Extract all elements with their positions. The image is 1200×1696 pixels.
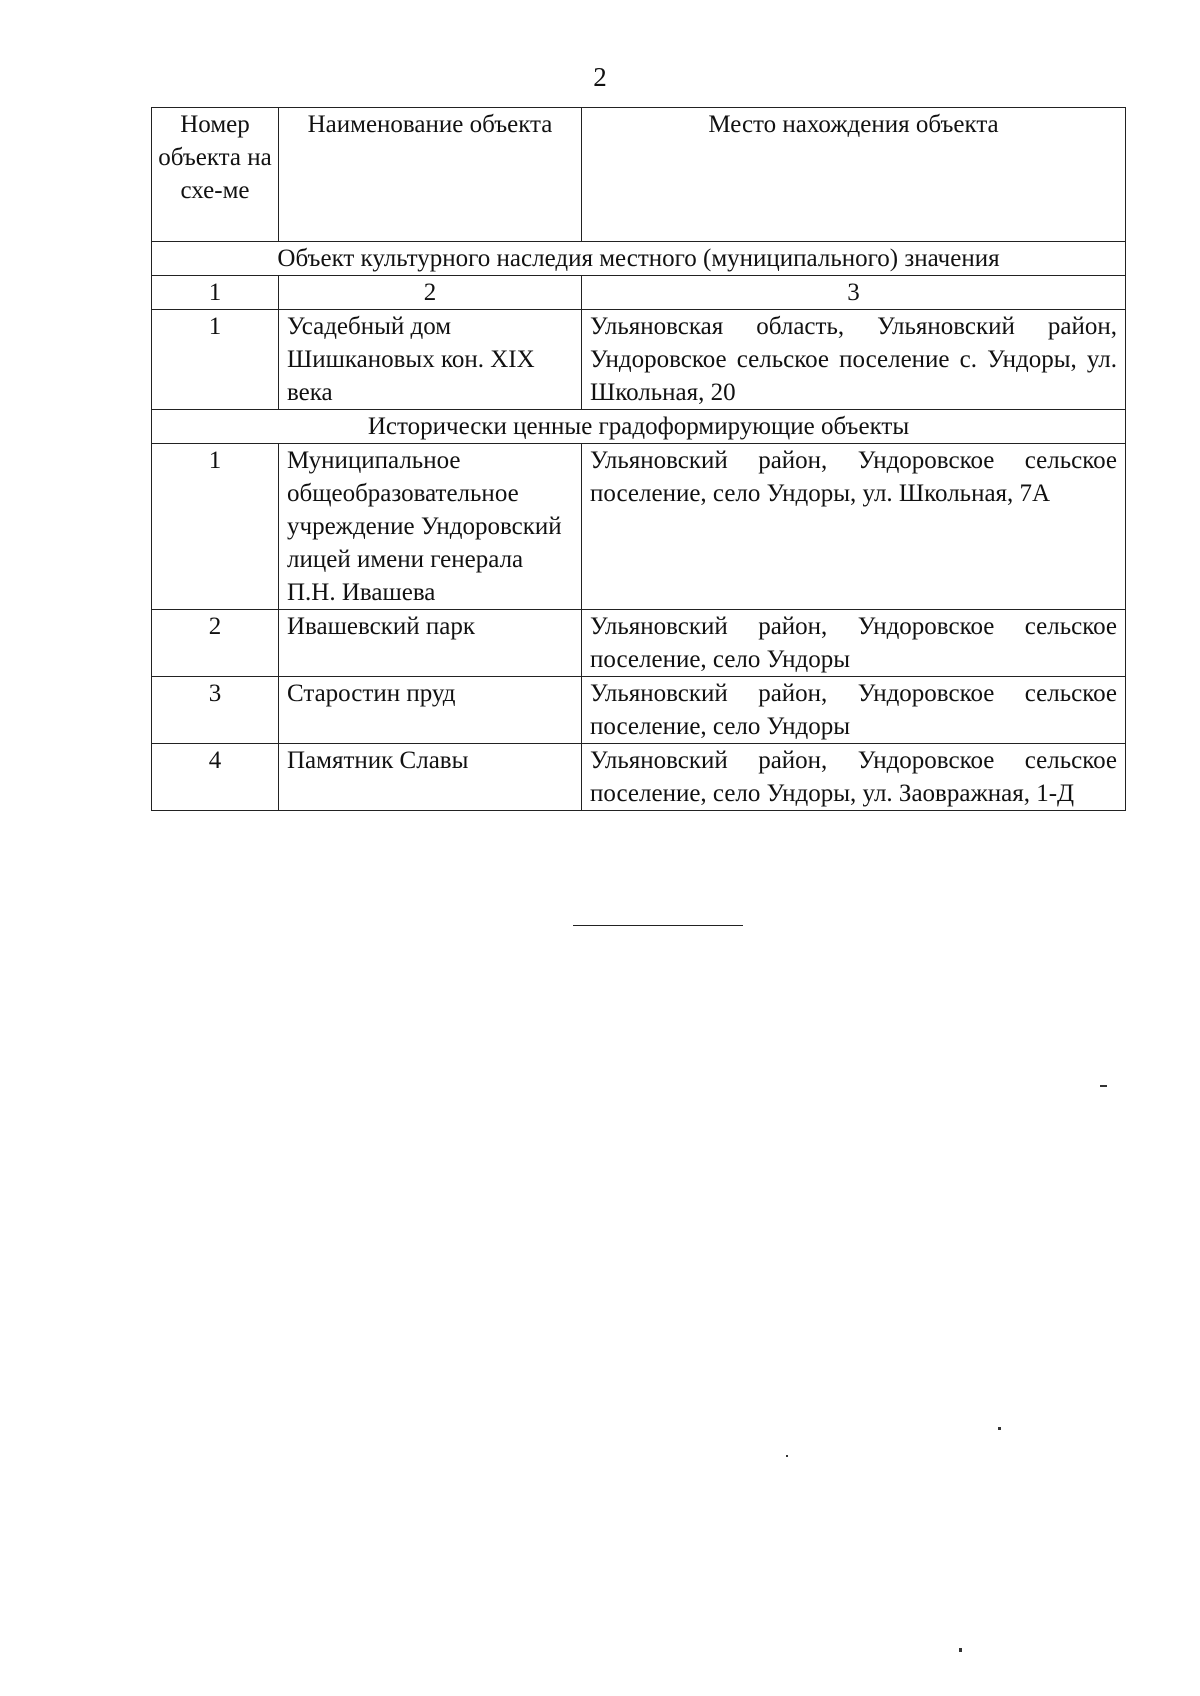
column-number-1: 1 (152, 276, 279, 310)
section-title-row (152, 410, 1126, 444)
closing-separator-line (573, 925, 743, 926)
column-number-3: 3 (582, 276, 1126, 310)
section-title-historic-objects: Исторически ценные градоформирующие объекты (152, 410, 1126, 444)
header-object-number: Номер объекта на схе-ме (152, 108, 279, 242)
row-number: 4 (152, 744, 279, 811)
row-number: 1 (152, 310, 279, 410)
header-object-name: Наименование объекта (279, 108, 582, 242)
table-row (152, 444, 1126, 610)
row-object-name: Памятник Славы (279, 744, 582, 811)
table-header-row (152, 108, 1126, 242)
section-title-row (152, 242, 1126, 276)
scan-speck (959, 1648, 962, 1652)
scan-speck (998, 1427, 1001, 1430)
column-number-2: 2 (279, 276, 582, 310)
table-row (152, 744, 1126, 811)
row-object-name: Усадебный дом Шишкановых кон. XIX века (279, 310, 582, 410)
row-object-name: Муниципальное общеобразовательное учреждение Ундоровский лицей имени генерала П.Н. Ивашева (279, 444, 582, 610)
table-row (152, 310, 1126, 410)
section-title-cultural-heritage: Объект культурного наследия местного (муниципального) значения (152, 242, 1126, 276)
table-row (152, 610, 1126, 677)
row-number: 1 (152, 444, 279, 610)
row-object-location: Ульяновская область, Ульяновский район, Ундоровское сельское поселение с. Ундоры, ул. Школьная, 20 (582, 310, 1126, 410)
scan-speck (1100, 1085, 1107, 1087)
row-object-location: Ульяновский район, Ундоровское сельское поселение, село Ундоры (582, 610, 1126, 677)
row-object-location: Ульяновский район, Ундоровское сельское поселение, село Ундоры, ул. Школьная, 7А (582, 444, 1126, 610)
row-object-name: Старостин пруд (279, 677, 582, 744)
row-object-location: Ульяновский район, Ундоровское сельское поселение, село Ундоры, ул. Заовражная, 1-Д (582, 744, 1126, 811)
row-object-location: Ульяновский район, Ундоровское сельское поселение, село Ундоры (582, 677, 1126, 744)
row-object-name: Ивашевский парк (279, 610, 582, 677)
scan-speck (786, 1455, 788, 1457)
row-number: 3 (152, 677, 279, 744)
header-object-location: Место нахождения объекта (582, 108, 1126, 242)
row-number: 2 (152, 610, 279, 677)
table-row (152, 677, 1126, 744)
objects-table (151, 107, 1126, 811)
page-number: 2 (593, 62, 607, 92)
column-numbers-row (152, 276, 1126, 310)
